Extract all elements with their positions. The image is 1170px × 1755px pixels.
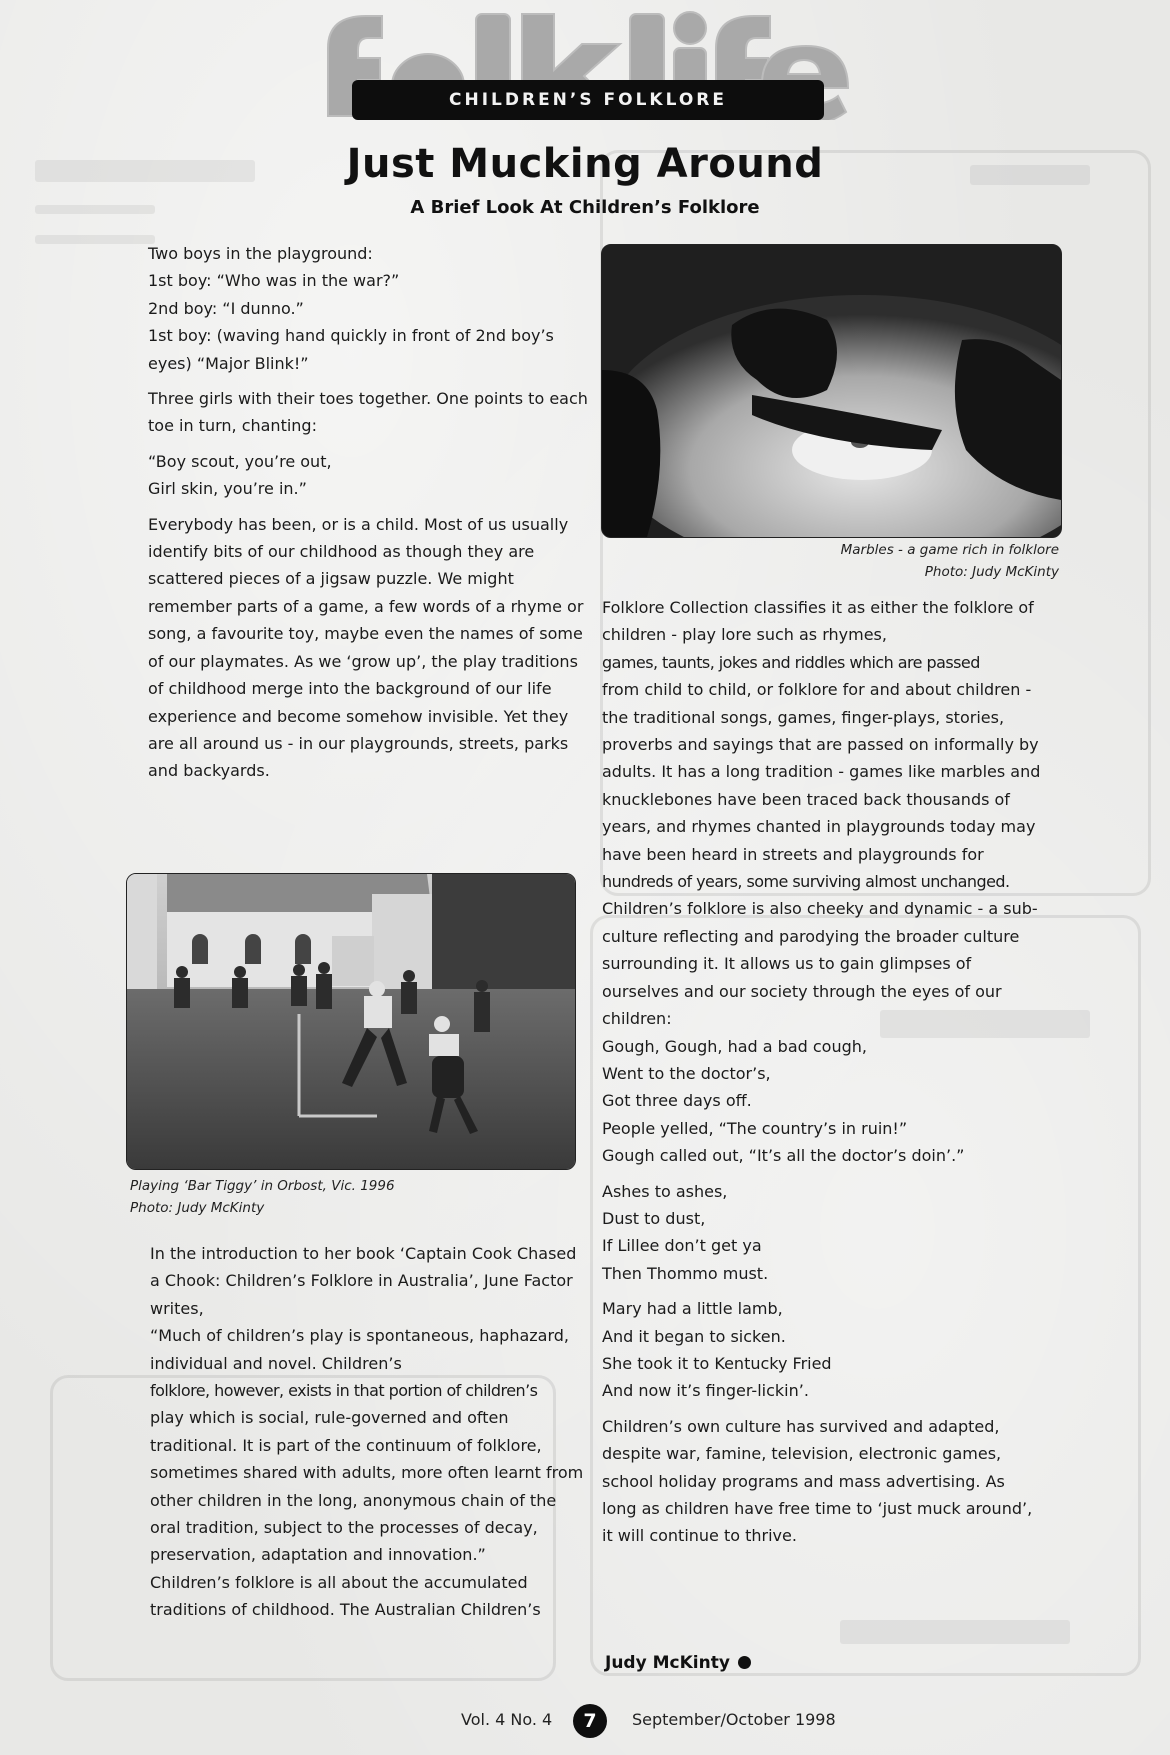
ashes-rhyme-line: Then Thommo must. — [602, 1263, 769, 1283]
article-subtitle: A Brief Look At Children’s Folklore — [410, 197, 760, 218]
ashes-rhyme-line: Dust to dust, — [602, 1208, 706, 1228]
intro-line: 2nd boy: “I dunno.” — [148, 298, 304, 318]
left-column-bottom — [150, 1240, 588, 1624]
mary-rhyme-line: Mary had a little lamb, — [602, 1299, 783, 1319]
paragraph-book-intro: In the introduction to her book ‘Captain Cook Chased a Chook: Children’s Folklore in Australia’, June Factor writes, — [150, 1244, 577, 1318]
section-banner: CHILDREN’S FOLKLORE — [352, 80, 824, 120]
paragraph-everybody: Everybody has been, or is a child. Most of us usually identify bits of our childhood as though they are scattered pieces of a jigsaw puzzle. We might remember parts of a game, a few words of a rhyme or song, a favourite toy, maybe even the names of some of our playmates. As we ‘grow up’, the play traditions of childhood merge into the background of our life experience and become somehow invisible. Yet they are all around us - in our playgrounds, streets, parks and backyards. — [148, 514, 584, 781]
paragraph-closing: Children’s own culture has survived and adapted, despite war, famine, television, electronic games, school holiday programs and mass advertising. As long as children have free time to ‘just muck around’, it will continue to thrive. — [602, 1416, 1033, 1546]
gough-rhyme-line: Gough, Gough, had a bad cough, — [602, 1036, 867, 1056]
marbles-photo-image — [602, 245, 1061, 537]
gough-rhyme-line: Went to the doctor’s, — [602, 1063, 771, 1083]
mary-rhyme-line: She took it to Kentucky Fried — [602, 1353, 832, 1373]
bar-tiggy-caption — [130, 1175, 530, 1219]
quote-line: folklore, however, exists in that portion of children’s — [150, 1381, 538, 1401]
issue-date: September/October 1998 — [632, 1710, 836, 1729]
bar-tiggy-photo-image — [127, 874, 575, 1169]
bar-tiggy-caption-text: Playing ‘Bar Tiggy’ in Orbost, Vic. 1996 — [130, 1178, 395, 1194]
girls-rhyme-line: Girl skin, you’re in.” — [148, 479, 307, 499]
bleed-through-line — [970, 165, 1090, 185]
author-signature — [605, 1652, 751, 1674]
marbles-caption — [760, 539, 1059, 583]
paragraph-accumulated: Children’s folklore is all about the accumulated traditions of childhood. The Australian Children’s — [150, 1572, 541, 1620]
left-column-top — [148, 240, 588, 785]
volume-issue: Vol. 4 No. 4 — [461, 1710, 553, 1729]
bar-tiggy-photo — [126, 873, 576, 1170]
quote-line: play which is social, rule-governed and often traditional. It is part of the continuum of folklore, sometimes shared with adults, more often learnt from other children in the long, anonymous chain of the oral tradition, subject to the processes of decay, preservation, adaptation and innovation.” — [150, 1408, 584, 1565]
girls-rhyme-line: “Boy scout, you’re out, — [148, 451, 332, 471]
intro-line: 1st boy: (waving hand quickly in front of 2nd boy’s eyes) “Major Blink!” — [148, 326, 554, 373]
paragraph-collection: games, taunts, jokes and riddles which are passed — [602, 652, 980, 672]
right-column — [602, 594, 1042, 1550]
article-title: Just Mucking Around — [346, 141, 824, 187]
bar-tiggy-photo-credit: Photo: Judy McKinty — [130, 1200, 265, 1216]
mary-rhyme-line: And it began to sicken. — [602, 1326, 786, 1346]
bleed-through-line — [35, 235, 155, 244]
end-mark-bullet-icon — [738, 1656, 751, 1669]
gough-rhyme-line: Got three days off. — [602, 1091, 752, 1111]
paragraph-collection: from child to child, or folklore for and about children - the traditional songs, games, finger-plays, stories, proverbs and sayings that are passed on informally by adults. It has a long tradition - games like marbles and knucklebones have been traced back thousands of years, and rhymes chanted in playgrounds today may have been heard in streets and playgrounds for — [602, 680, 1041, 864]
page-number-badge: 7 — [573, 1704, 607, 1738]
bleed-through-line — [35, 205, 155, 214]
paragraph-collection: hundreds of years, some surviving almost unchanged. — [602, 872, 1010, 892]
bleed-through-line — [840, 1620, 1070, 1644]
intro-line: Two boys in the playground: — [148, 244, 373, 263]
intro-line: 1st boy: “Who was in the war?” — [148, 271, 400, 291]
paragraph-collection: Folklore Collection classifies it as either the folklore of children - play lore such as rhymes, — [602, 598, 1034, 645]
girls-intro: Three girls with their toes together. One points to each toe in turn, chanting: — [148, 389, 588, 436]
author-name: Judy McKinty — [605, 1653, 730, 1673]
ashes-rhyme-line: If Lillee don’t get ya — [602, 1236, 762, 1256]
gough-rhyme-line: People yelled, “The country’s in ruin!” — [602, 1118, 908, 1138]
marbles-caption-text: Marbles - a game rich in folklore — [840, 542, 1059, 558]
ashes-rhyme-line: Ashes to ashes, — [602, 1181, 728, 1201]
gough-rhyme-line: Gough called out, “It’s all the doctor’s doin’.” — [602, 1146, 965, 1166]
marbles-photo-credit: Photo: Judy McKinty — [924, 564, 1059, 580]
quote-line: “Much of children’s play is spontaneous, haphazard, individual and novel. Children’s — [150, 1326, 570, 1373]
marbles-photo — [601, 244, 1062, 538]
mary-rhyme-line: And now it’s finger-lickin’. — [602, 1381, 809, 1401]
page-footer — [0, 1702, 1170, 1738]
paragraph-cheeky: Children’s folklore is also cheeky and dynamic - a sub-culture reflecting and parodying the broader culture surrounding it. It allows us to gain glimpses of ourselves and our society through the eyes of our children: — [602, 899, 1038, 1029]
